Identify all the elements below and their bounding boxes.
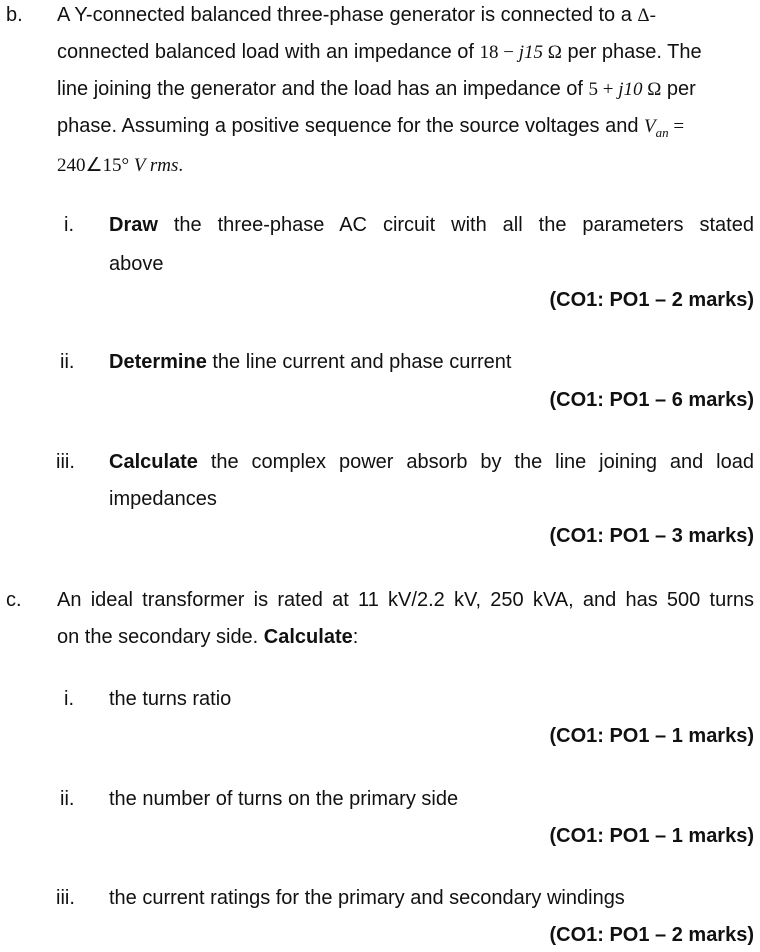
item-b-i-marks: (CO1: PO1 – 2 marks) xyxy=(549,289,754,311)
item-c-ii-text: the number of turns on the primary side xyxy=(109,788,459,810)
question-b-line-3: line joining the generator and the load has an impedance of 5 + j10 Ω per xyxy=(57,78,696,100)
question-b-label: b. xyxy=(6,4,23,26)
item-b-iii-numeral: iii. xyxy=(56,451,75,473)
item-b-iii-text-continued: impedances xyxy=(109,488,217,510)
item-b-iii-marks: (CO1: PO1 – 3 marks) xyxy=(549,525,754,547)
question-c-line-1: An ideal transformer is rated at 11 kV/2.2 kV, 250 kVA, and has 500 turns xyxy=(57,589,754,611)
item-b-ii-numeral: ii. xyxy=(60,351,75,373)
question-b-line-4: phase. Assuming a positive sequence for the source voltages and $V_{an}$ = xyxy=(57,115,685,140)
load-impedance: 18 − j15 Ω xyxy=(479,42,562,63)
delta-symbol: Δ- xyxy=(637,5,656,26)
item-b-iii-text: Calculate the complex power absorb by the line joining and load xyxy=(109,451,754,473)
item-c-ii-numeral: ii. xyxy=(60,788,75,810)
item-b-ii-text: Determine the line current and phase current xyxy=(109,351,512,373)
question-b-line-1: A Y-connected balanced three-phase generator is connected to a Δ- xyxy=(57,4,656,26)
item-c-iii-text: the current ratings for the primary and secondary windings xyxy=(109,887,625,909)
line-impedance: 5 + j10 Ω xyxy=(588,79,662,100)
question-c-label: c. xyxy=(6,589,22,611)
item-b-i-text: Draw the three-phase AC circuit with all the parameters stated xyxy=(109,214,754,236)
item-c-ii-marks: (CO1: PO1 – 1 marks) xyxy=(549,825,754,847)
item-b-i-numeral: i. xyxy=(64,214,74,236)
van-symbol: $V_{an}$ = xyxy=(644,116,685,140)
question-b-line-2: connected balanced load with an impedance of 18 − j15 Ω per phase. The xyxy=(57,41,702,63)
item-b-ii-marks: (CO1: PO1 – 6 marks) xyxy=(549,389,754,411)
item-c-i-marks: (CO1: PO1 – 1 marks) xyxy=(549,725,754,747)
item-b-i-text-continued: above xyxy=(109,253,164,275)
item-c-iii-marks: (CO1: PO1 – 2 marks) xyxy=(549,924,754,946)
item-c-i-text: the turns ratio xyxy=(109,688,232,710)
item-c-i-numeral: i. xyxy=(64,688,74,710)
item-c-iii-numeral: iii. xyxy=(56,887,75,909)
question-c-line-2: on the secondary side. Calculate: xyxy=(57,626,359,648)
source-voltage-value: 240∠15° V rms. xyxy=(57,155,184,176)
